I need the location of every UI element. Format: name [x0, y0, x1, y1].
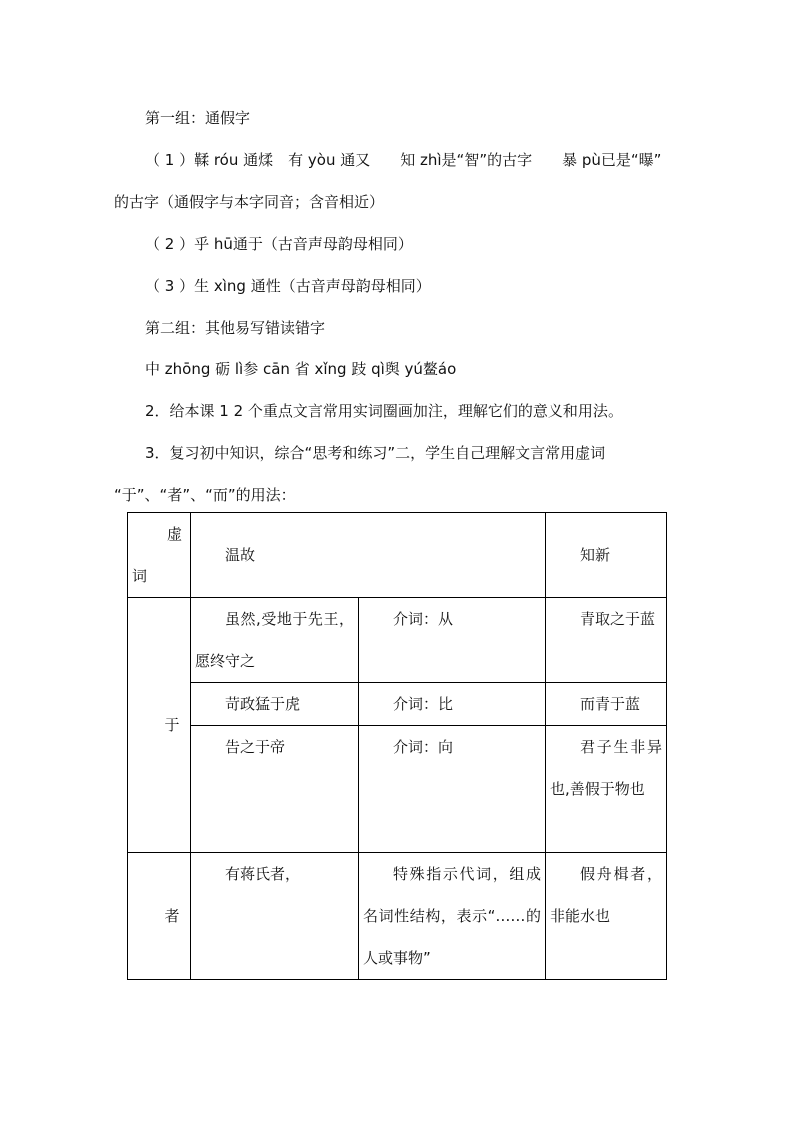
function-word-table [127, 512, 667, 980]
header-word-line2: 词 [132, 567, 148, 585]
table-row [128, 853, 667, 980]
task2: 2．给本课 1 2 个重点文言常用实词圈画加注，理解它们的意义和用法。 [145, 402, 623, 420]
word-zhe: 者 [128, 853, 191, 980]
yu-example-3: 告之于帝 [191, 726, 359, 853]
yu-usage-3: 介词：向 [359, 726, 546, 853]
table-row [128, 598, 667, 683]
yu-example-2: 苛政猛于虎 [191, 683, 359, 726]
table-header-row [128, 513, 667, 598]
yu-usage-1: 介词：从 [359, 598, 546, 683]
table-row [128, 683, 667, 726]
zhe-usage: 特殊指示代词，组成名词性结构，表示“……的人或事物” [359, 853, 546, 980]
item1-line1: （ 1 ）鞣 róu 通煣 有 yòu 通又 知 zhì是“智”的古字 暴 pù已是“曝” [145, 151, 662, 169]
group2-title: 第二组：其他易写错读错字 [145, 319, 326, 337]
yu-usage-2: 介词：比 [359, 683, 546, 726]
task3-line2: “于”、“者”、“而”的用法： [114, 486, 296, 504]
header-new: 知新 [546, 513, 667, 598]
word-yu: 于 [128, 598, 191, 853]
zhe-example: 有蒋氏者， [191, 853, 359, 980]
header-review: 温故 [191, 513, 546, 598]
item3: （ 3 ）生 xìng 通性（古音声母韵母相同） [145, 277, 431, 295]
table-row [128, 726, 667, 853]
item2: （ 2 ）乎 hū通于（古音声母韵母相同） [145, 235, 413, 253]
yu-new-1: 青取之于蓝 [546, 598, 667, 683]
yu-new-2: 而青于蓝 [546, 683, 667, 726]
item1-line2: 的古字（通假字与本字同音；含音相近） [114, 193, 385, 211]
header-word-cell [128, 513, 191, 598]
yu-new-3: 君子生非异也,善假于物也 [546, 726, 667, 853]
header-word-line1: 虚 [166, 525, 182, 543]
group2-words: 中 zhōng 砺 lì参 cān 省 xǐng 跂 qì舆 yú鳌áo [145, 360, 457, 378]
yu-example-1: 虽然,受地于先王，愿终守之 [191, 598, 359, 683]
zhe-new: 假舟楫者，非能水也 [546, 853, 667, 980]
task3-line1: 3．复习初中知识，综合“思考和练习”二，学生自己理解文言常用虚词 [145, 444, 606, 462]
group1-title: 第一组：通假字 [145, 109, 251, 127]
